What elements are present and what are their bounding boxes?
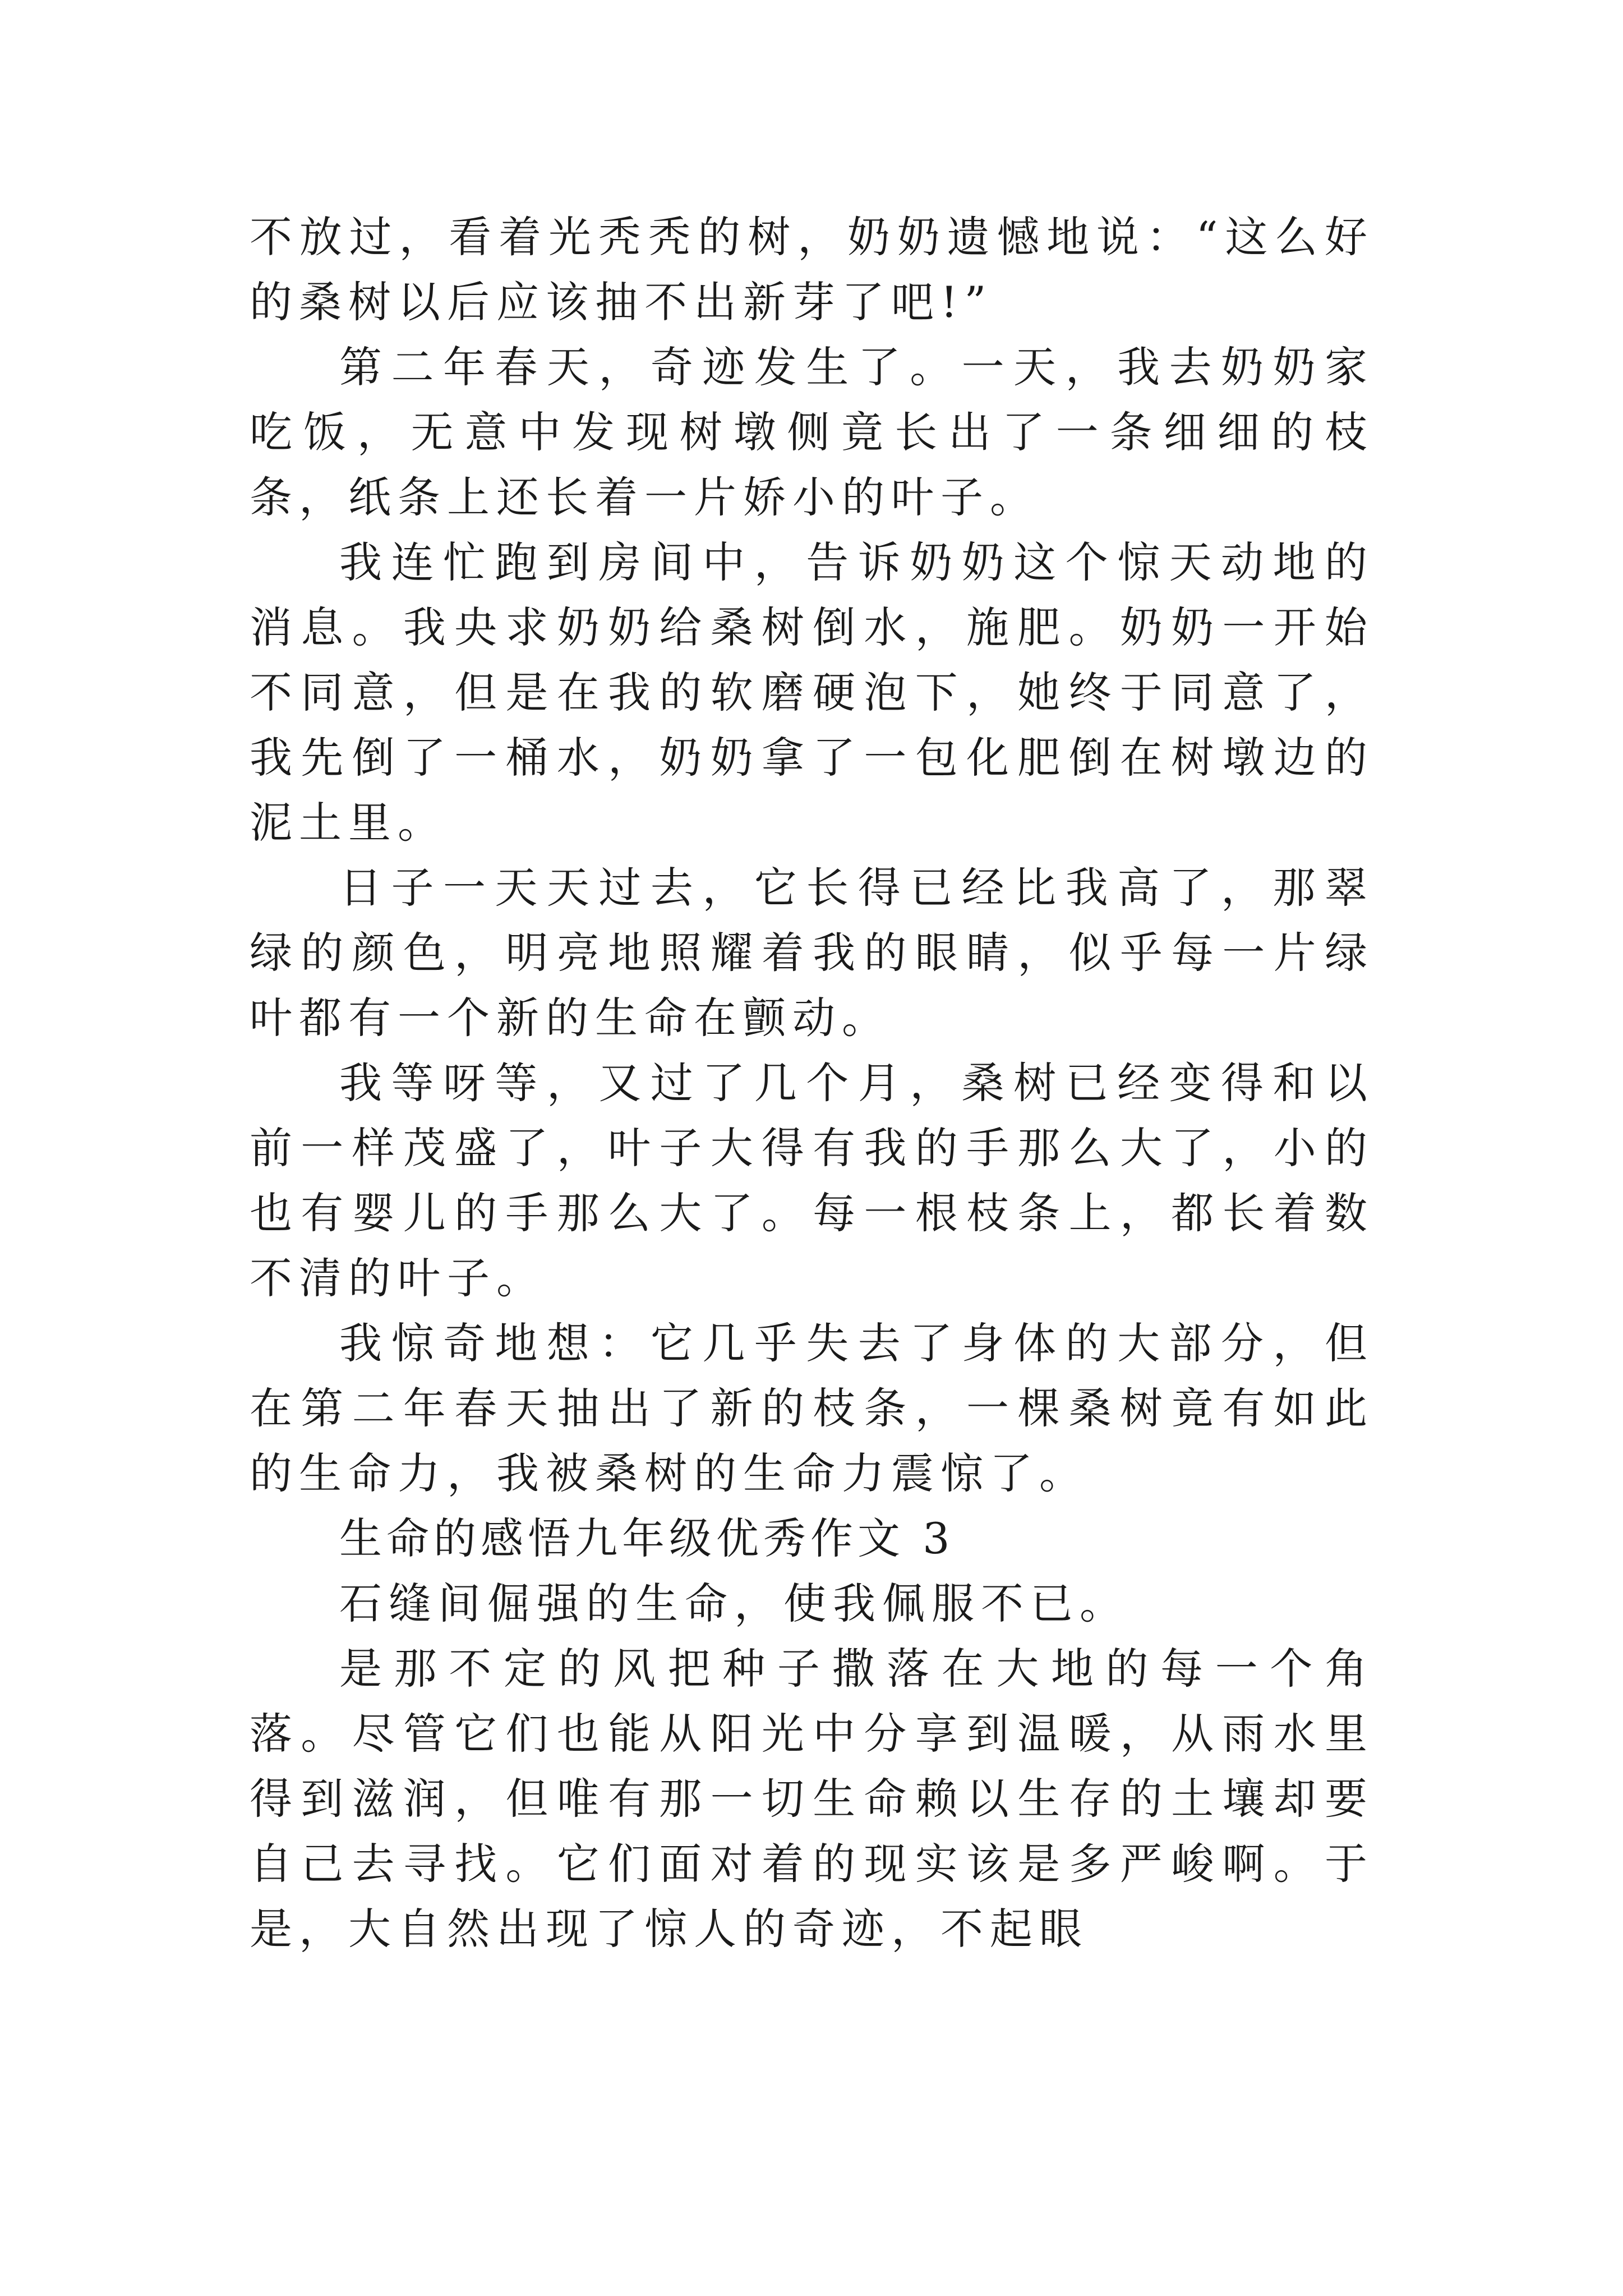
paragraph-5: 我等呀等，又过了几个月，桑树已经变得和以前一样茂盛了，叶子大得有我的手那么大了，小的也有婴儿的手那么大了。每一根枝条上，都长着数不清的叶子。 (250, 1058, 1374, 1303)
paragraph-2: 第二年春天，奇迹发生了。一天，我去奶奶家吃饭，无意中发现树墩侧竟长出了一条细细的枝条，纸条上还长着一片娇小的叶子。 (250, 342, 1374, 522)
paragraph-3: 我连忙跑到房间中，告诉奶奶这个惊天动地的消息。我央求奶奶给桑树倒水，施肥。奶奶一开始不同意，但是在我的软磨硬泡下，她终于同意了，我先倒了一桶水，奶奶拿了一包化肥倒在树墩边的泥土里。 (250, 537, 1374, 848)
paragraph-1: 不放过，看着光秃秃的树，奶奶遗憾地说：“这么好的桑树以后应该抽不出新芽了吧!” (250, 212, 1374, 327)
paragraph-6: 我惊奇地想：它几乎失去了身体的大部分，但在第二年春天抽出了新的枝条，一棵桑树竟有如此的生命力，我被桑树的生命力震惊了。 (250, 1318, 1374, 1498)
section-heading: 生命的感悟九年级优秀作文 3 (339, 1513, 955, 1563)
paragraph-8: 是那不定的风把种子撒落在大地的每一个角落。尽管它们也能从阳光中分享到温暖，从雨水里得到滋润，但唯有那一切生命赖以生存的土壤却要自己去寻找。它们面对着的现实该是多严峻啊。于是，大自然出现了惊人的奇迹，不起眼 (250, 1644, 1374, 1954)
paragraph-4: 日子一天天过去，它长得已经比我高了，那翠绿的颜色，明亮地照耀着我的眼睛，似乎每一片绿叶都有一个新的生命在颤动。 (250, 863, 1374, 1043)
paragraph-7: 石缝间倔强的生命，使我佩服不已。 (339, 1579, 1129, 1628)
document-page (250, 205, 1374, 1962)
